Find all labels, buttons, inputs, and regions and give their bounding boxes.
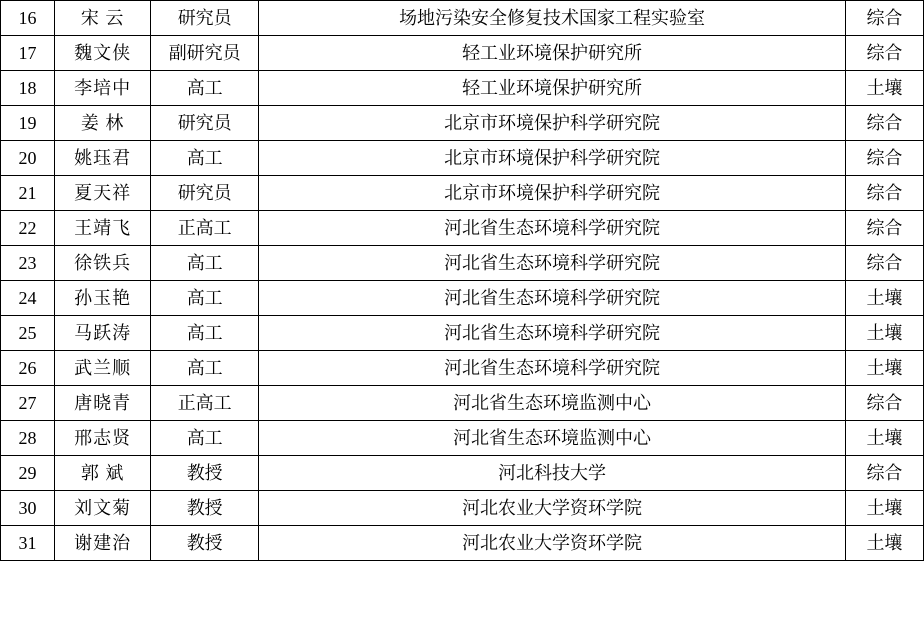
table-row — [1, 141, 924, 176]
cell-name: 郭 斌 — [55, 456, 151, 491]
cell-index: 27 — [1, 386, 55, 421]
cell-index: 30 — [1, 491, 55, 526]
cell-category: 土壤 — [845, 421, 923, 456]
cell-category: 土壤 — [845, 316, 923, 351]
cell-category: 综合 — [845, 141, 923, 176]
cell-title: 高工 — [151, 316, 259, 351]
cell-index: 26 — [1, 351, 55, 386]
cell-name: 孙玉艳 — [55, 281, 151, 316]
cell-category: 综合 — [845, 176, 923, 211]
cell-category: 综合 — [845, 386, 923, 421]
cell-index: 20 — [1, 141, 55, 176]
cell-index: 19 — [1, 106, 55, 141]
cell-index: 22 — [1, 211, 55, 246]
cell-index: 25 — [1, 316, 55, 351]
cell-index: 29 — [1, 456, 55, 491]
cell-organization: 河北省生态环境科学研究院 — [259, 211, 846, 246]
cell-index: 21 — [1, 176, 55, 211]
cell-title: 高工 — [151, 351, 259, 386]
cell-index: 28 — [1, 421, 55, 456]
cell-organization: 河北省生态环境监测中心 — [259, 421, 846, 456]
cell-organization: 河北农业大学资环学院 — [259, 526, 846, 561]
cell-category: 土壤 — [845, 526, 923, 561]
table-row — [1, 316, 924, 351]
cell-title: 教授 — [151, 456, 259, 491]
cell-title: 高工 — [151, 281, 259, 316]
cell-category: 土壤 — [845, 351, 923, 386]
cell-name: 武兰顺 — [55, 351, 151, 386]
cell-category: 土壤 — [845, 281, 923, 316]
table-row — [1, 106, 924, 141]
table-row — [1, 526, 924, 561]
cell-category: 土壤 — [845, 71, 923, 106]
cell-title: 正高工 — [151, 211, 259, 246]
cell-title: 副研究员 — [151, 36, 259, 71]
cell-index: 18 — [1, 71, 55, 106]
table-row — [1, 281, 924, 316]
cell-index: 31 — [1, 526, 55, 561]
cell-category: 综合 — [845, 1, 923, 36]
table-body — [1, 1, 924, 561]
cell-organization: 河北科技大学 — [259, 456, 846, 491]
cell-name: 李培中 — [55, 71, 151, 106]
cell-category: 土壤 — [845, 491, 923, 526]
cell-name: 谢建治 — [55, 526, 151, 561]
cell-category: 综合 — [845, 36, 923, 71]
cell-title: 正高工 — [151, 386, 259, 421]
table-row — [1, 386, 924, 421]
table-row — [1, 246, 924, 281]
cell-name: 魏文侠 — [55, 36, 151, 71]
cell-organization: 轻工业环境保护研究所 — [259, 36, 846, 71]
table-row — [1, 1, 924, 36]
table-row — [1, 421, 924, 456]
table-row — [1, 36, 924, 71]
cell-index: 16 — [1, 1, 55, 36]
cell-name: 宋 云 — [55, 1, 151, 36]
cell-name: 姚珏君 — [55, 141, 151, 176]
table-row — [1, 71, 924, 106]
cell-organization: 北京市环境保护科学研究院 — [259, 106, 846, 141]
cell-name: 邢志贤 — [55, 421, 151, 456]
table-row — [1, 211, 924, 246]
cell-organization: 河北省生态环境科学研究院 — [259, 316, 846, 351]
cell-title: 研究员 — [151, 176, 259, 211]
cell-name: 刘文菊 — [55, 491, 151, 526]
cell-title: 教授 — [151, 526, 259, 561]
cell-organization: 北京市环境保护科学研究院 — [259, 176, 846, 211]
cell-organization: 河北省生态环境监测中心 — [259, 386, 846, 421]
cell-title: 高工 — [151, 246, 259, 281]
cell-name: 姜 林 — [55, 106, 151, 141]
cell-index: 23 — [1, 246, 55, 281]
cell-organization: 河北省生态环境科学研究院 — [259, 351, 846, 386]
cell-name: 徐铁兵 — [55, 246, 151, 281]
cell-index: 17 — [1, 36, 55, 71]
cell-name: 夏天祥 — [55, 176, 151, 211]
table-row — [1, 176, 924, 211]
cell-organization: 轻工业环境保护研究所 — [259, 71, 846, 106]
table-row — [1, 351, 924, 386]
cell-organization: 河北省生态环境科学研究院 — [259, 281, 846, 316]
cell-name: 王靖飞 — [55, 211, 151, 246]
cell-name: 唐晓青 — [55, 386, 151, 421]
cell-name: 马跃涛 — [55, 316, 151, 351]
table-row — [1, 491, 924, 526]
table-row — [1, 456, 924, 491]
cell-title: 研究员 — [151, 106, 259, 141]
cell-organization: 场地污染安全修复技术国家工程实验室 — [259, 1, 846, 36]
cell-title: 高工 — [151, 71, 259, 106]
cell-title: 高工 — [151, 141, 259, 176]
cell-category: 综合 — [845, 456, 923, 491]
cell-category: 综合 — [845, 211, 923, 246]
cell-category: 综合 — [845, 246, 923, 281]
cell-title: 高工 — [151, 421, 259, 456]
cell-index: 24 — [1, 281, 55, 316]
cell-organization: 河北省生态环境科学研究院 — [259, 246, 846, 281]
cell-title: 研究员 — [151, 1, 259, 36]
cell-category: 综合 — [845, 106, 923, 141]
cell-organization: 河北农业大学资环学院 — [259, 491, 846, 526]
cell-title: 教授 — [151, 491, 259, 526]
cell-organization: 北京市环境保护科学研究院 — [259, 141, 846, 176]
